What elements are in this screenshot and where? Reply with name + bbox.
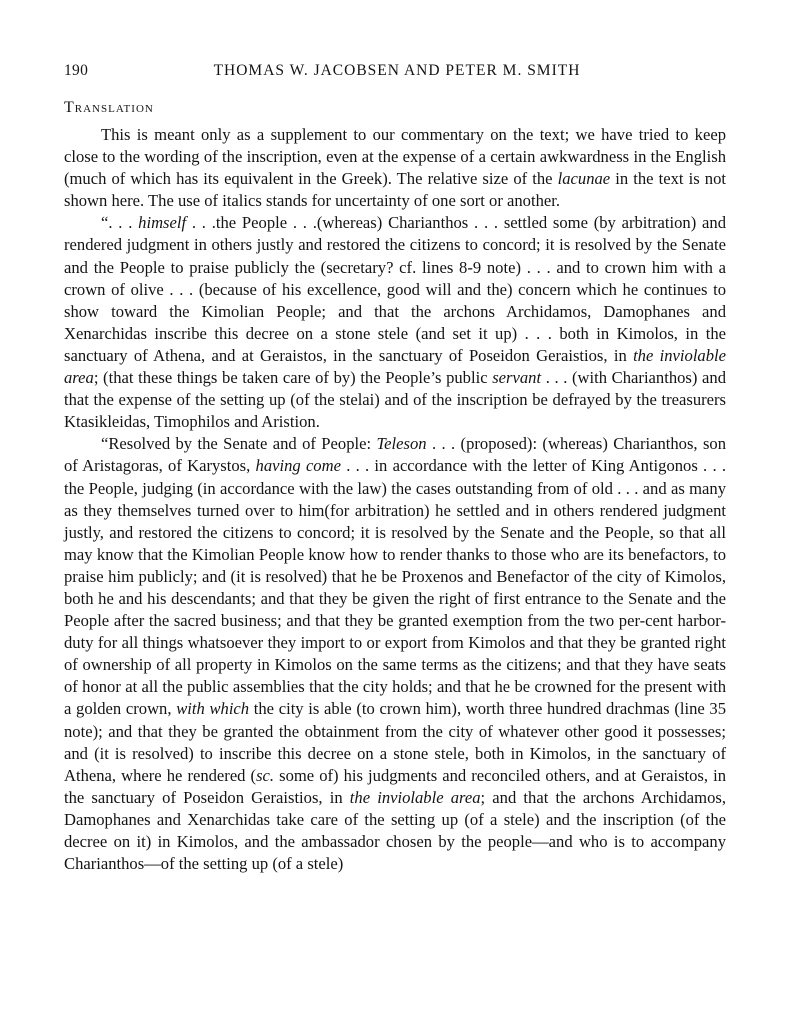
translation-body <box>64 124 726 875</box>
italic-text: lacunae <box>557 169 611 189</box>
text-segment: . . .the People . . .(whereas) Charianthos . . . settled some (by arbitration) and rendered judgment in others justly and restored the citizens to concord; it is resolved by the Senate and the People to praise publicly the (secretary? cf. lines 8-9 note) . . . and to crown him with a crown of olive . . . (because of his excellence, good will and the) concern which he continues to show toward the Kimolian People; and that the archons Archidamos, Damophanes and Xenarchidas inscribe this decree on a stone stele (and set it up) . . . both in Kimolos, in the sanctuary of Athena, and at Geraistos, in the sanctuary of Poseidon Geraistios, in <box>64 213 726 365</box>
paragraph-first-decree <box>64 212 726 433</box>
text-segment: “. . . <box>101 213 139 233</box>
text-segment: This is meant only as a supplement to our commentary on the text; we have tried to keep close to the wording of the inscription, even at the expense of a certain awkwardness in the English (much of which has its equivalent in the Greek). The relative size of the <box>64 125 726 189</box>
italic-text: having come <box>255 456 341 476</box>
italic-text: with which <box>176 699 250 719</box>
italic-text: Teleson <box>376 434 427 454</box>
text-segment: some of) his judgments and reconciled others, and at Geraistos, in the sanctuary of Poseidon Geraistios, in <box>64 765 727 807</box>
text-segment: in the text is not shown here. The use of italics stands for uncertainty of one sort or another. <box>64 169 726 211</box>
text-segment: the city is able (to crown him), worth three hundred drachmas (line 35 note); and that they be granted the obtainment from the city of whatever other good it possesses; and (it is resolved) to inscribe this decree on a stone stele, both in Kimolos, in the sanctuary of Athena, where he rendered ( <box>64 699 727 785</box>
text-segment: ; (that these things be taken care of by) the People’s public <box>93 368 493 388</box>
italic-text: the inviolable area <box>64 345 726 388</box>
text-segment: . . . (proposed): (whereas) Charianthos, son of Aristagoras, of Karystos, <box>64 434 726 476</box>
paragraph-second-decree <box>64 433 726 875</box>
paragraph-intro <box>64 124 726 212</box>
running-head <box>64 60 730 84</box>
section-heading: Translation <box>64 99 154 116</box>
text-segment: . . . (with Charianthos) and that the expense of the setting up (of the stelai) and of the inscription be defrayed by the treasurers Ktasikleidas, Timophilos and Aristion. <box>64 368 726 432</box>
italic-text: himself <box>138 213 187 233</box>
text-segment: ; and that the archons Archidamos, Damophanes and Xenarchidas take care of the setting up (of a stele) and the inscription (of the decree on it) in Kimolos, and the ambassador chosen by the people—and who is to accompany Charianthos—of the setting up (of a stele) <box>64 787 726 874</box>
running-head-title: THOMAS W. JACOBSEN AND PETER M. SMITH <box>213 62 581 79</box>
text-segment: . . . in accordance with the letter of King Antigonos . . . the People, judging (in accordance with the law) the cases outstanding from of old . . . and as many as they themselves turned over to him(for arbitration) he settled and in others rendered judgment justly, and restored the citizens to concord; it is resolved by the Senate and the People, so that all may know that the Kimolian People know how to render thanks to those who are its benefactors, to praise him publicly; and (it is resolved) that he be Proxenos and Benefactor of the city of Kimolos, both he and his descendants; and that they be given the right of first entrance to the Senate and the People after the sacred business; and that they be granted exemption from the two per-cent harbor-duty for all things whatsoever they import to or export from Kimolos and that they be granted right of ownership of all property in Kimolos on the same terms as the citizens; and that they have seats of honor at all the public assemblies that the city holds; and that he be crowned for the present with a golden crown, <box>64 456 727 719</box>
text-segment: “Resolved by the Senate and of People: <box>101 434 377 454</box>
page-number: 190 <box>64 62 89 79</box>
italic-text: servant <box>492 368 542 388</box>
italic-text: the inviolable area <box>349 787 481 807</box>
italic-text: sc. <box>256 765 275 785</box>
